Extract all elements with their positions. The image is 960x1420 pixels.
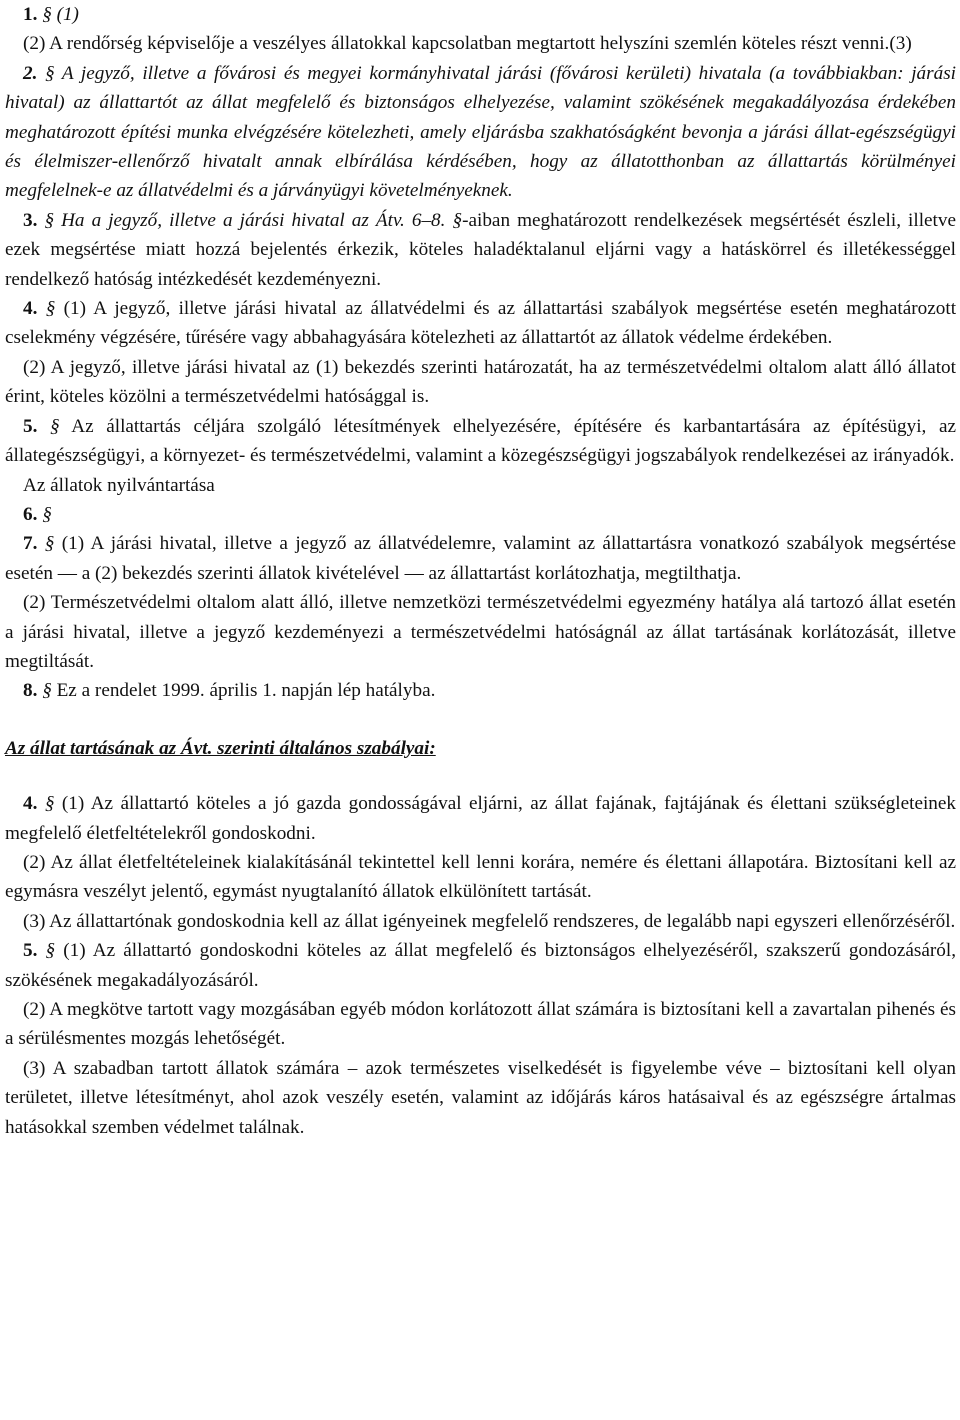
section-sign: § [50, 415, 60, 437]
spacer [5, 706, 956, 734]
section-number: 5. [23, 940, 38, 962]
section-sign: § [45, 298, 56, 320]
section-text: Ez a rendelet 1999. április 1. napján lép hatályba. [56, 680, 436, 702]
paragraph-text: (2) Az állat életfeltételeinek kialakításánál tekintettel kell lenni korára, nemére és élettani állapotára. Biztosítani kell az egymásra veszélyt jelentő, egymást nyugtalanító állatok elkülönített tartását. [5, 851, 956, 903]
avt-paragraph-5-section [5, 936, 956, 995]
section-number: 1. [23, 4, 38, 25]
section-number: 6. [23, 503, 38, 525]
paragraph-text: (2) Természetvédelmi oltalom alatt álló, illetve nemzetközi természetvédelmi egyezmény hatálya alá tartozó állat esetén a járási hivatal, illetve a jegyző kezdeményezi a természetvédelmi hatóságnál az állat tartásának korlátozását, illetve megtiltását. [5, 592, 956, 672]
section-heading: Az állat tartásának az Ávt. szerinti általános szabályai: [5, 737, 436, 759]
avt-paragraph-5-2 [5, 995, 956, 1054]
section-sign: § [44, 209, 55, 231]
paragraph-7-2 [5, 588, 956, 676]
section-sign: § [452, 209, 463, 231]
paragraph-text: (3) Az állattartónak gondoskodnia kell az állat igényeinek megfelelő rendszeres, de legalább napi egyszeri ellenőrzéséről. [23, 910, 956, 932]
paragraph-1-section [5, 0, 956, 29]
section-text: (1) A jegyző, illetve járási hivatal az állatvédelmi és az állattartási szabályok megsértése esetén meghatározott cselekmény végzésére, tűrésére vagy abbahagyására kötelezheti az állattartót az állatok védelme érdekében. [5, 298, 957, 349]
section-text: (1) [56, 4, 79, 25]
paragraph-8-section [5, 676, 956, 705]
subheading-text: Az állatok nyilvántartása [23, 474, 215, 496]
section-sign: § [44, 793, 55, 815]
paragraph-text: (2) A jegyző, illetve járási hivatal az (1) bekezdés szerinti határozatát, ha az természetvédelmi oltalom alatt álló állatot érint, köteles közölni a természetvédelmi hatósággal is. [5, 356, 956, 408]
paragraph-5-section [5, 412, 956, 471]
section-number: 8. [23, 680, 38, 702]
avt-paragraph-4-2 [5, 848, 956, 907]
section-text: -aiban meghatározott rendelkezések megsértését észleli, illetve ezek megsértése miatt hozzá bejelentés érkezik, köteles haladéktalanul eljárni vagy a hatáskörrel és illetékességgel rendelkező hatóság intézkedését kezdeményezni. [5, 209, 956, 290]
section-text: Az állattartás céljára szolgáló létesítmények elhelyezésére, építésére és karbantartására az építésügyi, az állategészségügyi, a környezet- és természetvédelmi, valamint a közegészségügyi jogszabályok rendelkezései az irányadók. [5, 415, 956, 467]
paragraph-text: (2) A megkötve tartott vagy mozgásában egyéb módon korlátozott állat számára is biztosítani kell a zavartalan pihenés és a sérülésmentes mozgás lehetőségét. [5, 999, 956, 1050]
section-number: 2. [23, 62, 38, 84]
paragraph-6-section [5, 500, 956, 529]
spacer [5, 763, 956, 789]
paragraph-7-section [5, 529, 956, 588]
subheading-nyilvantartas [5, 471, 956, 500]
section-number: 7. [23, 533, 38, 555]
paragraph-2 [5, 29, 956, 58]
paragraph-4-2 [5, 353, 956, 412]
section-sign: § [45, 62, 55, 84]
section-text: (1) Az állattartó gondoskodni köteles az állat megfelelő és biztonságos elhelyezéséről, szakszerű gondozásáról, szökésének megakadályozásáról. [5, 940, 957, 991]
section-sign: § [42, 4, 52, 25]
section-text: A jegyző, illetve a fővárosi és megyei kormányhivatal járási (fővárosi kerületi) hivatala (a továbbiakban: járási hivatal) az állattartót az állat megfelelő és biztonságos elhelyezése, valamint szökésének megakadályozása érdekében meghatározott építési munka elvégzésére kötelezheti, amely eljárásba szakhatóságként bevonja a járási állat-egészségügyi és élelmiszer-ellenőrző hivatalt annak elbírálása kérdésében, hogy az állatotthonban az állattartás körülményei megfelelnek-e az állatvédelmi és a járványügyi követelményeknek. [5, 62, 956, 202]
paragraph-3-section [5, 206, 956, 294]
paragraph-text: (3) A szabadban tartott állatok számára – azok természetes viselkedését is figyelembe véve – biztosítani kell olyan területet, illetve létesítményt, ahol azok veszély esetén, valamint az időjárás káros hatásaival és az egészségre ártalmas hatásokkal szemben védelmet találnak. [5, 1057, 956, 1138]
section-number: 4. [23, 298, 38, 320]
avt-paragraph-5-3 [5, 1054, 956, 1142]
avt-paragraph-4-3 [5, 907, 956, 936]
section-text-italic: Ha a jegyző, illetve a járási hivatal az Átv. 6–8. [61, 209, 453, 231]
section-text: (1) Az állattartó köteles a jó gazda gondosságával eljárni, az állat fajának, fajtájának és élettani szükségleteinek megfelelő életfeltételekről gondoskodni. [5, 793, 956, 844]
section-sign: § [42, 503, 52, 525]
section-text: (1) A járási hivatal, illetve a jegyző az állatvédelemre, valamint az állattartásra vonatkozó szabályok megsértése esetén — a (2) bekezdés szerinti állatok kivételével — az állattartást korlátozhatja, megtilthatja. [5, 533, 957, 584]
section-sign: § [42, 680, 52, 702]
section-number: 4. [23, 793, 38, 815]
section-number: 3. [23, 209, 38, 231]
section-sign: § [44, 533, 55, 555]
section-sign: § [45, 940, 56, 962]
avt-paragraph-4-section [5, 789, 956, 848]
paragraph-4-section [5, 294, 956, 353]
paragraph-text: (2) A rendőrség képviselője a veszélyes állatokkal kapcsolatban megtartott helyszíni szemlén köteles részt venni.(3) [23, 33, 912, 55]
section-number: 5. [23, 415, 38, 437]
paragraph-2-section [5, 59, 956, 206]
